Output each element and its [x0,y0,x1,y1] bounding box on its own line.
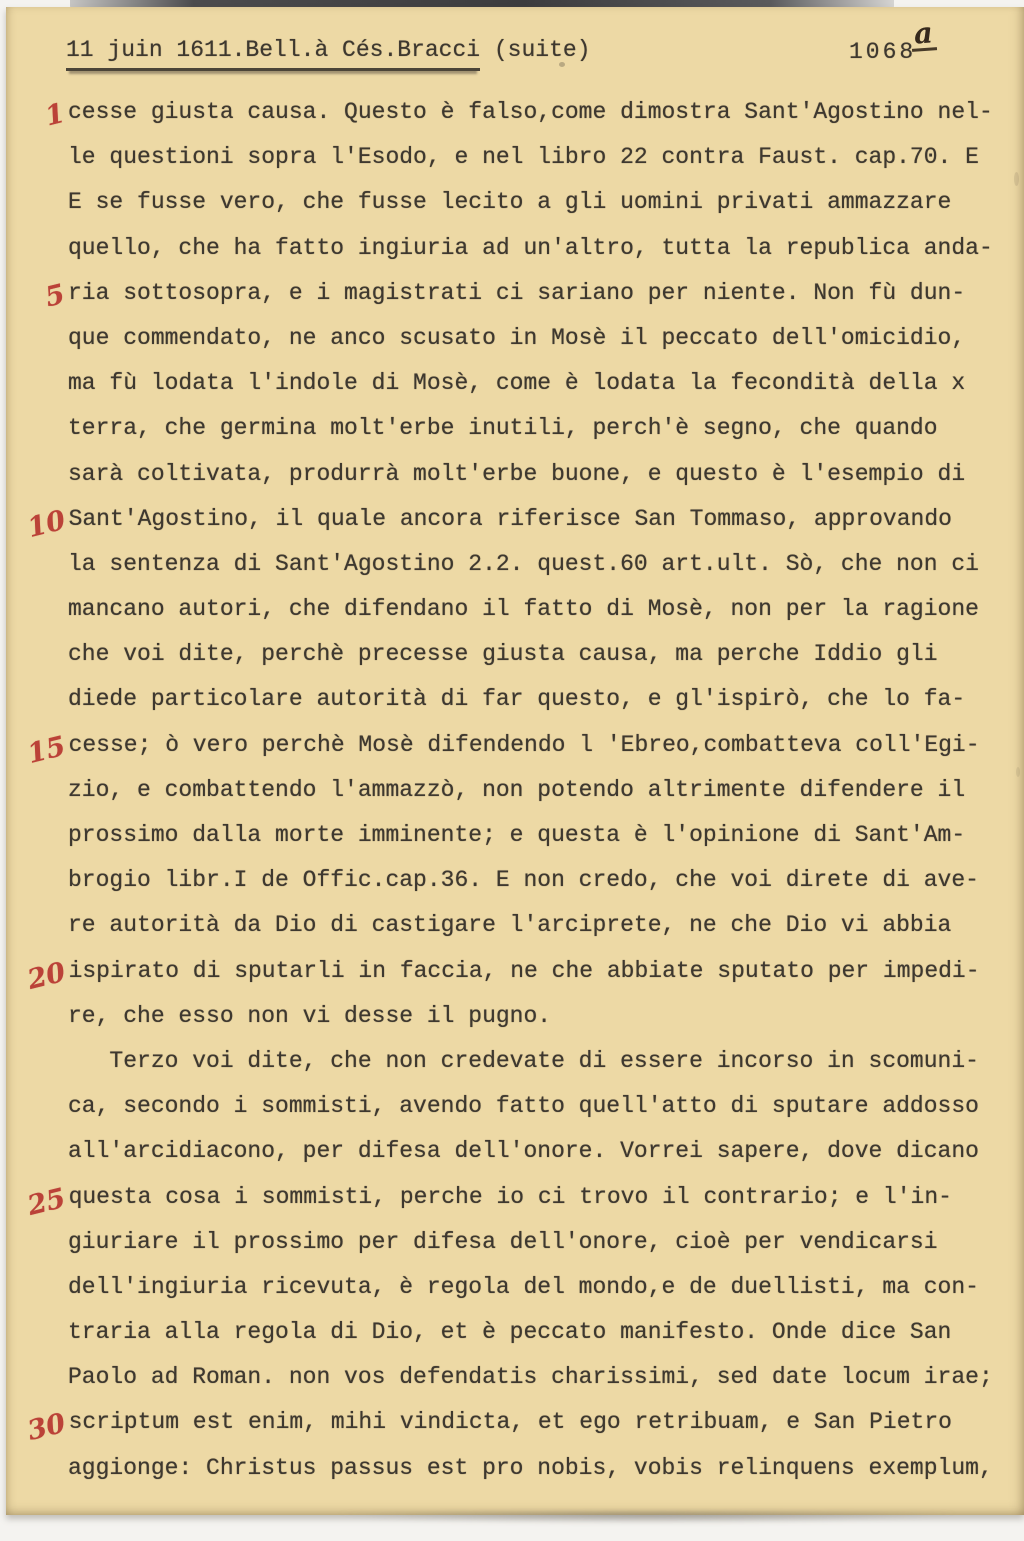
text-line-row [24,867,1014,912]
text-line-row [24,1229,1014,1274]
text-line-row [24,777,1014,822]
margin-line-number: 10 [24,504,69,544]
text-line: sarà coltivata, produrrà molt'erbe buone, e questo è l'esempio di [68,460,966,487]
margin-line-number [25,235,68,246]
text-line: scriptum est enim, mihi vindicta, et ego retribuam, e San Pietro [68,1409,952,1436]
document-body [24,99,1014,1500]
text-line-row [24,1364,1014,1409]
text-line-row [24,506,1014,551]
text-line-row [24,1409,1014,1454]
page-number-superscript-annotation: a [910,18,937,52]
margin-line-number [25,822,68,833]
text-line: re autorità da Dio di castigare l'arciprete, ne che Dio vi abbia [68,912,952,939]
text-line-row [24,1319,1014,1364]
text-line-row [24,732,1014,777]
margin-line-number [25,1319,68,1330]
page-header [66,15,1024,87]
margin-line-number [25,1455,68,1466]
text-line-row [24,189,1014,234]
text-line: brogio libr.I de Offic.cap.36. E non credo, che voi direte di ave- [68,867,979,894]
margin-line-number [25,144,68,155]
margin-line-number [25,1138,68,1149]
margin-line-number: 1 [42,97,68,133]
text-line-row [24,958,1014,1003]
margin-line-number [25,1003,68,1014]
text-line-row [24,370,1014,415]
margin-line-number [25,1093,68,1104]
document-title [66,37,591,63]
text-line-row [24,596,1014,641]
margin-line-number [25,370,68,381]
text-line: quello, che ha fatto ingiuria ad un'altro, tutta la republica anda- [68,234,993,261]
margin-line-number [25,1229,68,1240]
text-line: zio, e combattendo l'ammazzò, non potendo altrimente difendere il [68,776,966,803]
text-line: ispirato di sputarli in faccia, ne che abbiate sputato per impedi- [68,957,980,984]
text-line-row [24,1184,1014,1229]
text-line: all'arcidiacono, per difesa dell'onore. Vorrei sapere, dove dicano [68,1138,979,1165]
margin-line-number: 5 [42,278,68,314]
margin-line-number: 25 [24,1182,69,1222]
paper-speck [1016,767,1020,777]
margin-line-number [25,912,68,923]
text-line-row [24,144,1014,189]
text-line-row [24,99,1014,144]
text-line: questa cosa i sommisti, perche io ci trovo il contrario; e l'in- [68,1183,952,1210]
margin-line-number [25,1048,68,1059]
text-line-row [24,235,1014,280]
margin-line-number [25,551,68,562]
text-line: que commendato, ne anco scusato in Mosè il peccato dell'omicidio, [68,324,966,351]
margin-line-number [25,325,68,336]
text-line-row [24,1003,1014,1048]
text-line-row [24,415,1014,460]
document-page [6,7,1024,1515]
text-line-row [24,1274,1014,1319]
document-title-underlined: 11 juin 1611.Bell.à Cés.Bracci [66,37,480,71]
text-line-row [24,461,1014,506]
text-line: ca, secondo i sommisti, avendo fatto quell'atto di sputare addosso [68,1093,979,1120]
margin-line-number [25,641,68,652]
text-line: la sentenza di Sant'Agostino 2.2. quest.60 art.ult. Sò, che non ci [68,550,979,577]
text-line-row [24,325,1014,370]
margin-line-number [25,1274,68,1285]
margin-line-number: 20 [24,956,69,996]
text-line: giuriare il prossimo per difesa dell'onore, cioè per vendicarsi [68,1228,938,1255]
margin-line-number [25,415,68,426]
margin-line-number [25,867,68,878]
document-title-suffix: (suite) [480,37,591,63]
text-line-row [24,641,1014,686]
text-line: aggionge: Christus passus est pro nobis, vobis relinquens exemplum, [68,1454,993,1481]
margin-line-number [25,596,68,607]
text-line: ria sottosopra, e i magistrati ci sariano per niente. Non fù dun- [68,279,966,306]
paper-speck [559,62,565,67]
text-line-row [24,822,1014,867]
margin-line-number: 30 [24,1408,69,1448]
margin-line-number [25,777,68,788]
text-line: dell'ingiuria ricevuta, è regola del mondo,e de duellisti, ma con- [68,1273,979,1300]
text-line: prossimo dalla morte imminente; e questa è l'opinione di Sant'Am- [68,822,966,848]
text-line: Terzo voi dite, che non credevate di essere incorso in scomuni- [68,1047,979,1074]
margin-line-number [25,189,68,200]
text-line: cesse; ò vero perchè Mosè difendendo l 'Ebreo,combatteva coll'Egi- [68,731,980,758]
paper-speck [1014,172,1019,186]
text-line: mancano autori, che difendano il fatto di Mosè, non per la ragione [68,596,979,623]
text-line: re, che esso non vi desse il pugno. [68,1002,552,1029]
text-line: ma fù lodata l'indole di Mosè, come è lodata la fecondità della x [68,370,966,397]
text-line: Paolo ad Roman. non vos defendatis charissimi, sed date locum irae; [68,1364,993,1391]
text-line: che voi dite, perchè precesse giusta causa, ma perche Iddio gli [68,641,938,668]
text-line-row [24,1455,1014,1500]
text-line: terra, che germina molt'erbe inutili, perch'è segno, che quando [68,415,938,442]
text-line-row [24,686,1014,731]
margin-line-number: 15 [24,730,69,770]
text-line-row [24,912,1014,957]
scan-bottom-shadow [330,1512,964,1524]
margin-line-number [25,1364,68,1375]
page-number: 1068 [849,39,917,65]
text-line: Sant'Agostino, il quale ancora riferisce San Tommaso, approvando [68,505,952,532]
text-line: cesse giusta causa. Questo è falso,come dimostra Sant'Agostino nel- [68,99,993,125]
text-line-row [24,1048,1014,1093]
text-line-row [24,551,1014,596]
text-line-row [24,280,1014,325]
text-line-row [24,1138,1014,1183]
text-line: E se fusse vero, che fusse lecito a gli uomini privati ammazzare [68,189,952,216]
margin-line-number [25,686,68,697]
text-line-row [24,1093,1014,1138]
text-line: traria alla regola di Dio, et è peccato manifesto. Onde dice San [68,1319,952,1346]
text-line: diede particolare autorità di far questo, e gl'ispirò, che lo fa- [68,686,966,713]
text-line: le questioni sopra l'Esodo, e nel libro 22 contra Faust. cap.70. E [68,144,979,171]
margin-line-number [25,461,68,472]
